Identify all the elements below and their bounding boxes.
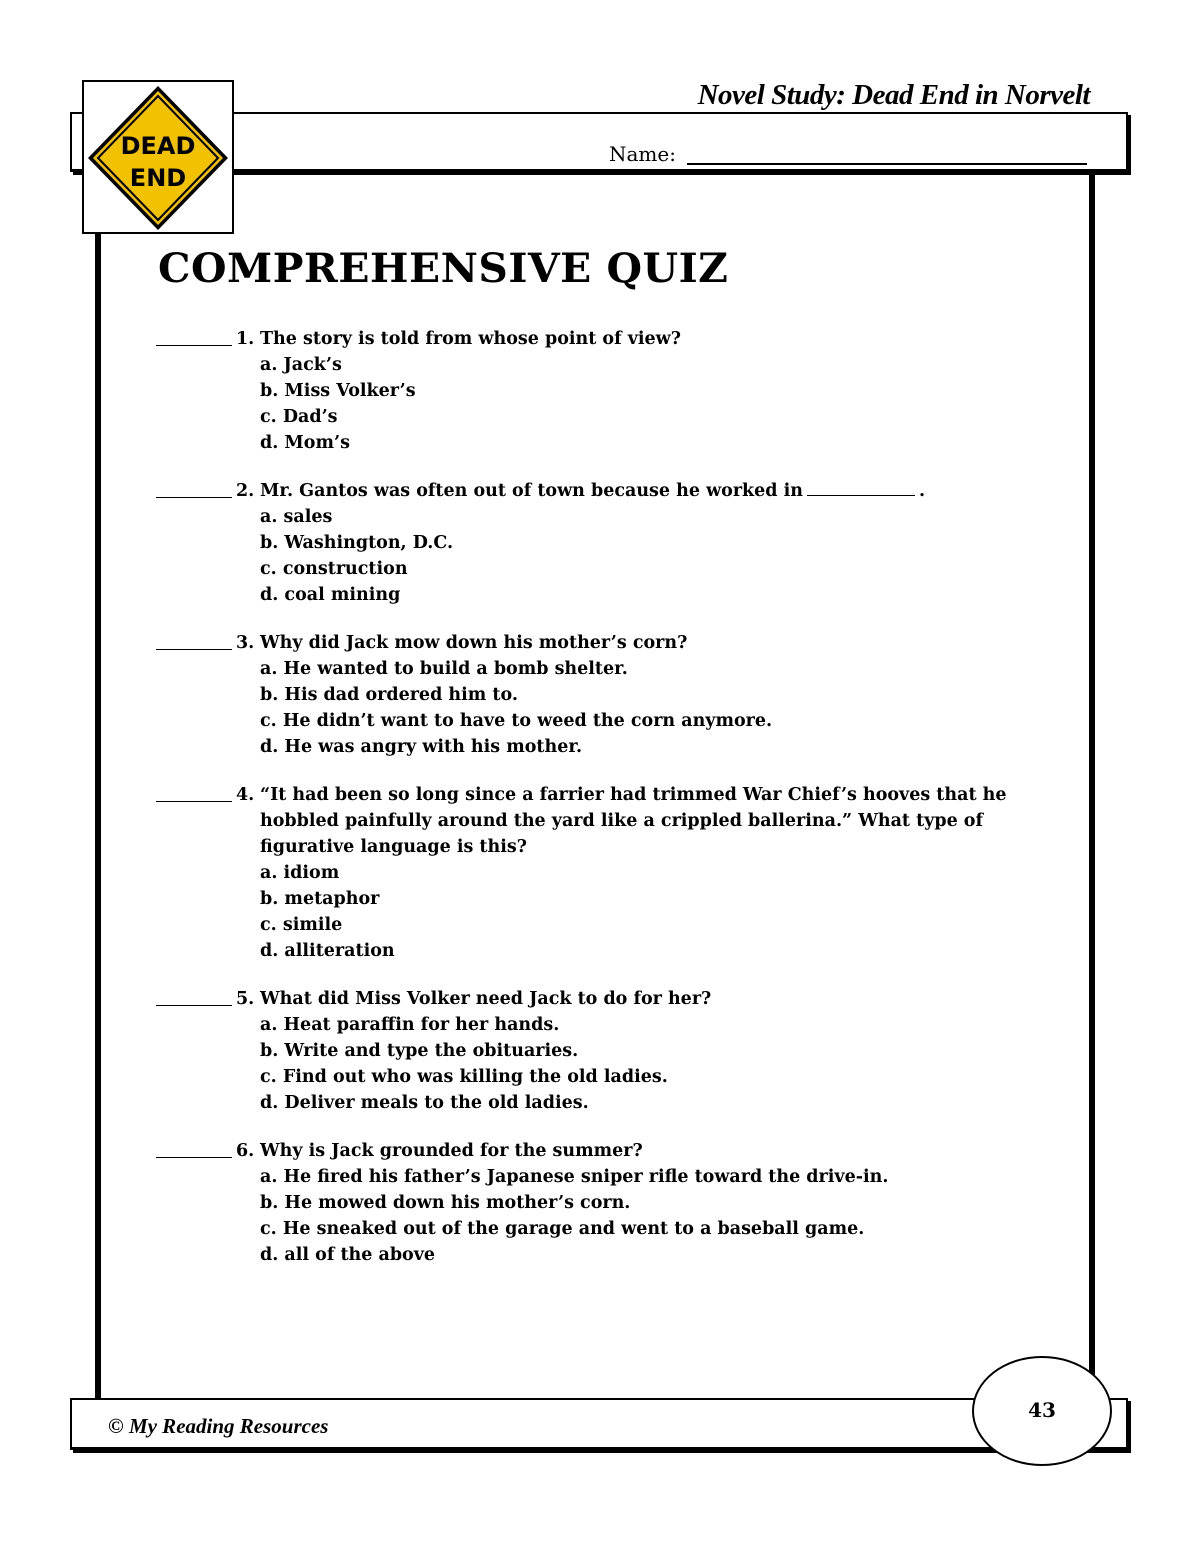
answer-option: d. Mom’s bbox=[260, 433, 350, 453]
question-text bbox=[260, 478, 1030, 504]
answer-option: a. Heat paraffin for her hands. bbox=[260, 1015, 560, 1035]
answer-option: c. construction bbox=[260, 559, 408, 579]
answer-option: b. Miss Volker’s bbox=[260, 381, 416, 401]
answer-option: c. Find out who was killing the old ladies. bbox=[260, 1067, 668, 1087]
sign-text-line2: END bbox=[129, 164, 187, 192]
answer-blank[interactable] bbox=[156, 986, 232, 1006]
question-number: 5. bbox=[236, 989, 255, 1009]
question-text: What did Miss Volker need Jack to do for her? bbox=[260, 989, 712, 1009]
question-number: 1. bbox=[236, 329, 255, 349]
question-text-after: . bbox=[919, 481, 926, 501]
question-number: 2. bbox=[236, 481, 255, 501]
question-text: Why did Jack mow down his mother’s corn? bbox=[260, 633, 688, 653]
name-label: Name: bbox=[609, 142, 676, 166]
name-answer-line[interactable] bbox=[687, 163, 1087, 165]
question-6 bbox=[156, 1138, 1056, 1268]
copyright-text: © My Reading Resources bbox=[108, 1414, 329, 1438]
answer-option: b. metaphor bbox=[260, 889, 380, 909]
dead-end-sign-icon bbox=[84, 82, 234, 234]
answer-option: d. coal mining bbox=[260, 585, 401, 605]
answer-option: c. He sneaked out of the garage and went to a baseball game. bbox=[260, 1219, 865, 1239]
answer-option: c. simile bbox=[260, 915, 343, 935]
page-title: COMPREHENSIVE QUIZ bbox=[158, 245, 729, 292]
question-4 bbox=[156, 782, 1056, 964]
answer-blank[interactable] bbox=[156, 326, 232, 346]
right-frame-rule bbox=[1089, 172, 1095, 1398]
page-number: 43 bbox=[1028, 1398, 1056, 1422]
dead-end-logo bbox=[82, 80, 234, 234]
answer-option: d. Deliver meals to the old ladies. bbox=[260, 1093, 589, 1113]
answer-option: b. Washington, D.C. bbox=[260, 533, 454, 553]
answer-option: a. sales bbox=[260, 507, 333, 527]
question-3 bbox=[156, 630, 1056, 760]
question-2 bbox=[156, 478, 1056, 608]
answer-option: a. He wanted to build a bomb shelter. bbox=[260, 659, 628, 679]
question-text: “It had been so long since a farrier had trimmed War Chief’s hooves that he hobbled painfully around the yard like a crippled ballerina.” What type of figurative language is this? bbox=[260, 785, 1007, 857]
answer-option: d. alliteration bbox=[260, 941, 395, 961]
answer-option: a. Jack’s bbox=[260, 355, 342, 375]
series-title: Novel Study: Dead End in Norvelt bbox=[697, 79, 1090, 111]
question-number: 4. bbox=[236, 785, 255, 805]
answer-blank[interactable] bbox=[156, 1138, 232, 1158]
question-1 bbox=[156, 326, 1056, 456]
answer-option: a. idiom bbox=[260, 863, 340, 883]
question-number: 6. bbox=[236, 1141, 255, 1161]
answer-option: b. Write and type the obituaries. bbox=[260, 1041, 579, 1061]
fill-in-blank[interactable] bbox=[807, 479, 915, 496]
question-text: Why is Jack grounded for the summer? bbox=[260, 1141, 643, 1161]
question-text-before: Mr. Gantos was often out of town because he worked in bbox=[260, 481, 803, 501]
question-list bbox=[156, 326, 1056, 1290]
answer-blank[interactable] bbox=[156, 630, 232, 650]
answer-option: a. He fired his father’s Japanese sniper rifle toward the drive-in. bbox=[260, 1167, 889, 1187]
answer-blank[interactable] bbox=[156, 782, 232, 802]
answer-option: b. He mowed down his mother’s corn. bbox=[260, 1193, 631, 1213]
answer-option: d. all of the above bbox=[260, 1245, 436, 1265]
left-frame-rule bbox=[95, 232, 101, 1398]
answer-option: c. He didn’t want to have to weed the corn anymore. bbox=[260, 711, 773, 731]
sign-text-line1: DEAD bbox=[120, 132, 196, 160]
answer-blank[interactable] bbox=[156, 478, 232, 498]
answer-option: c. Dad’s bbox=[260, 407, 338, 427]
answer-option: d. He was angry with his mother. bbox=[260, 737, 583, 757]
answer-option: b. His dad ordered him to. bbox=[260, 685, 518, 705]
question-number: 3. bbox=[236, 633, 255, 653]
question-5 bbox=[156, 986, 1056, 1116]
question-text: The story is told from whose point of view? bbox=[260, 329, 681, 349]
